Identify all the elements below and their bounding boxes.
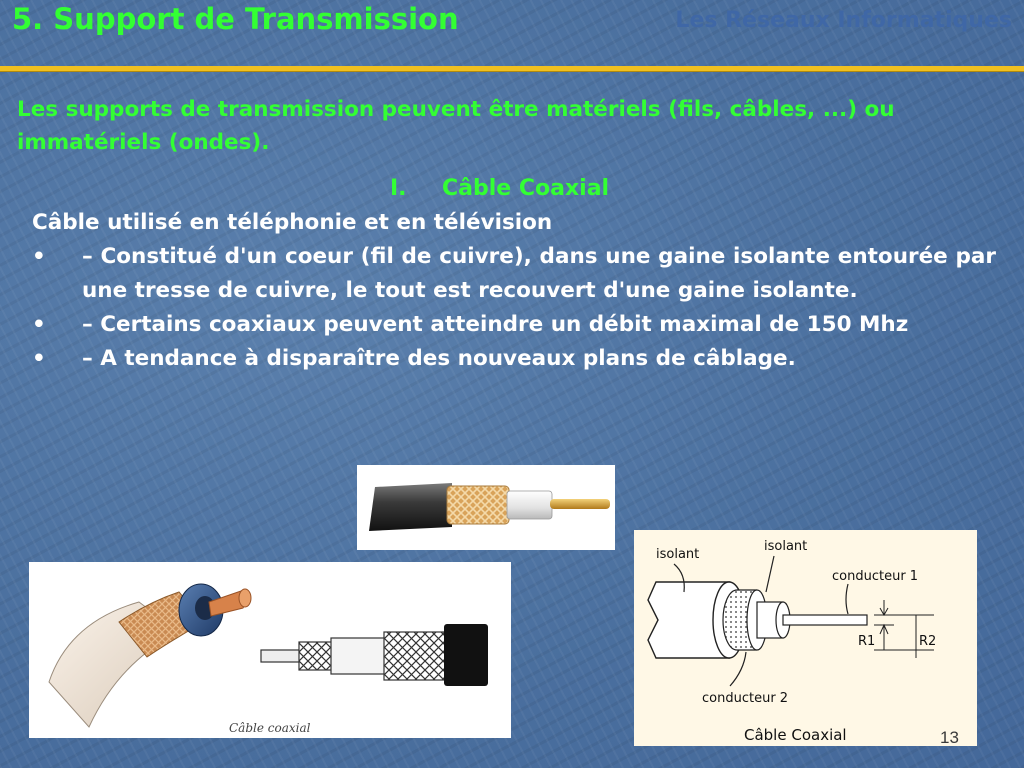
section-number: I. [390,176,407,201]
label-conducteur-2: conducteur 2 [702,691,789,706]
coax-labelled-diagram [634,530,977,746]
bullet-symbol: • [32,244,46,269]
photo-caption: Câble coaxial [229,721,311,735]
intro-text: Les supports de transmission peuvent être matériels (fils, câbles, ...) ou immatériels (ondes). [17,97,895,155]
title-divider [0,66,1024,72]
section-title: Câble Coaxial [442,176,610,201]
label-r2: R2 [919,634,937,649]
diagram-caption: Câble Coaxial [744,726,847,744]
label-isolant-left: isolant [656,547,700,562]
section-heading [390,172,609,205]
coax-cable-photo [357,465,615,550]
lead-text: Câble utilisé en téléphonie et en télévision [32,210,553,235]
bullet-symbol: • [32,346,46,371]
bullet-list [32,240,996,376]
bullet-item [32,342,996,376]
slide-body [32,206,996,376]
label-r1: R1 [858,634,876,649]
label-isolant-top: isolant [764,539,808,554]
slide-title: 5. Support de Transmission [12,2,459,36]
bullet-symbol: • [32,312,46,337]
course-title: Les Réseaux Informatiques [675,8,1012,33]
label-conducteur-1: conducteur 1 [832,569,919,584]
bullet-text: – Certains coaxiaux peuvent atteindre un débit maximal de 150 Mhz [82,312,909,337]
bullet-text: – Constitué d'un coeur (fil de cuivre), dans une gaine isolante entourée par une tresse de cuivre, le tout est recouvert d'une gaine isolante. [82,244,996,303]
page-number: 13 [940,728,959,747]
bullet-item [32,240,996,308]
bullet-item [32,308,996,342]
bullet-text: – A tendance à disparaître des nouveaux plans de câblage. [82,346,796,371]
coax-cutaway-illustration [29,562,511,738]
